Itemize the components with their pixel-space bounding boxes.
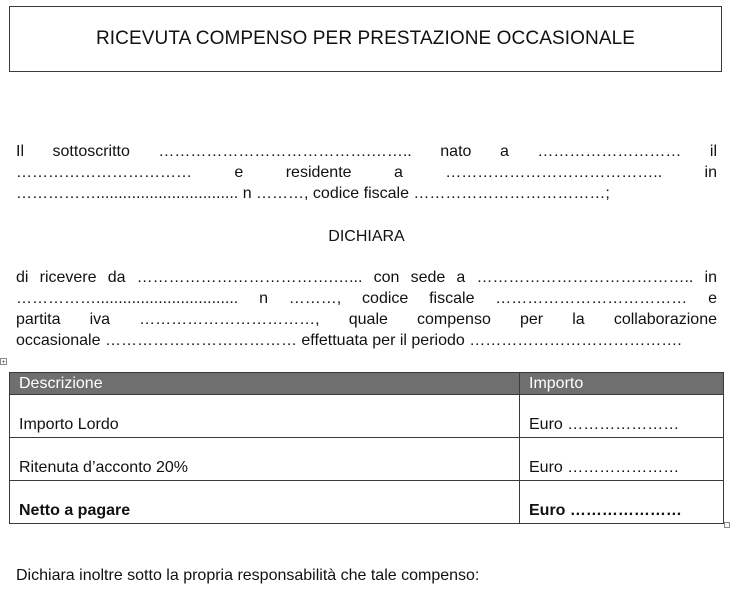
declarant-paragraph xyxy=(16,141,717,204)
column-header-amount: Importo xyxy=(520,373,724,395)
declarant-line: …………………………… e residente a ………………………………….. in xyxy=(16,164,717,181)
table-cell-amount: Euro ………………… xyxy=(520,481,724,524)
declaration-line: di ricevere da ……………………………….…... con sede a ………………………………….. in xyxy=(16,269,717,286)
declaration-line: occasionale ……………………………… effettuata per il periodo …………………………………. xyxy=(16,332,682,349)
declaration-line: partita iva ……………………………, quale compenso per la collaborazione xyxy=(16,311,717,328)
footer-statement: Dichiara inoltre sotto la propria responsabilità che tale compenso: xyxy=(16,567,480,584)
table-header-row xyxy=(10,373,724,395)
column-header-description: Descrizione xyxy=(10,373,520,395)
table-resize-handle[interactable] xyxy=(724,522,730,528)
table-cell-amount: Euro ………………… xyxy=(520,395,724,438)
section-heading: DICHIARA xyxy=(328,228,405,245)
document-title-box xyxy=(9,6,722,72)
document-title: RICEVUTA COMPENSO PER PRESTAZIONE OCCASIONALE xyxy=(95,28,636,49)
declaration-paragraph xyxy=(16,267,717,351)
table-move-handle-icon[interactable]: + xyxy=(1,359,6,366)
table-row-total xyxy=(10,481,724,524)
compensation-table xyxy=(9,372,724,524)
table-cell-amount: Euro ………………… xyxy=(520,438,724,481)
declarant-line: Il sottoscritto ………………………………….…….. nato a ……………………… il xyxy=(16,143,717,160)
table-cell-description: Importo Lordo xyxy=(10,395,520,438)
table-cell-description: Netto a pagare xyxy=(10,481,520,524)
table-row xyxy=(10,395,724,438)
declarant-line: ……………................................ n ………, codice fiscale ………………………………; xyxy=(16,185,610,202)
table-cell-description: Ritenuta d’acconto 20% xyxy=(10,438,520,481)
declaration-line: ……………................................ n ………, codice fiscale ……………………………… e xyxy=(16,290,717,307)
table-row xyxy=(10,438,724,481)
